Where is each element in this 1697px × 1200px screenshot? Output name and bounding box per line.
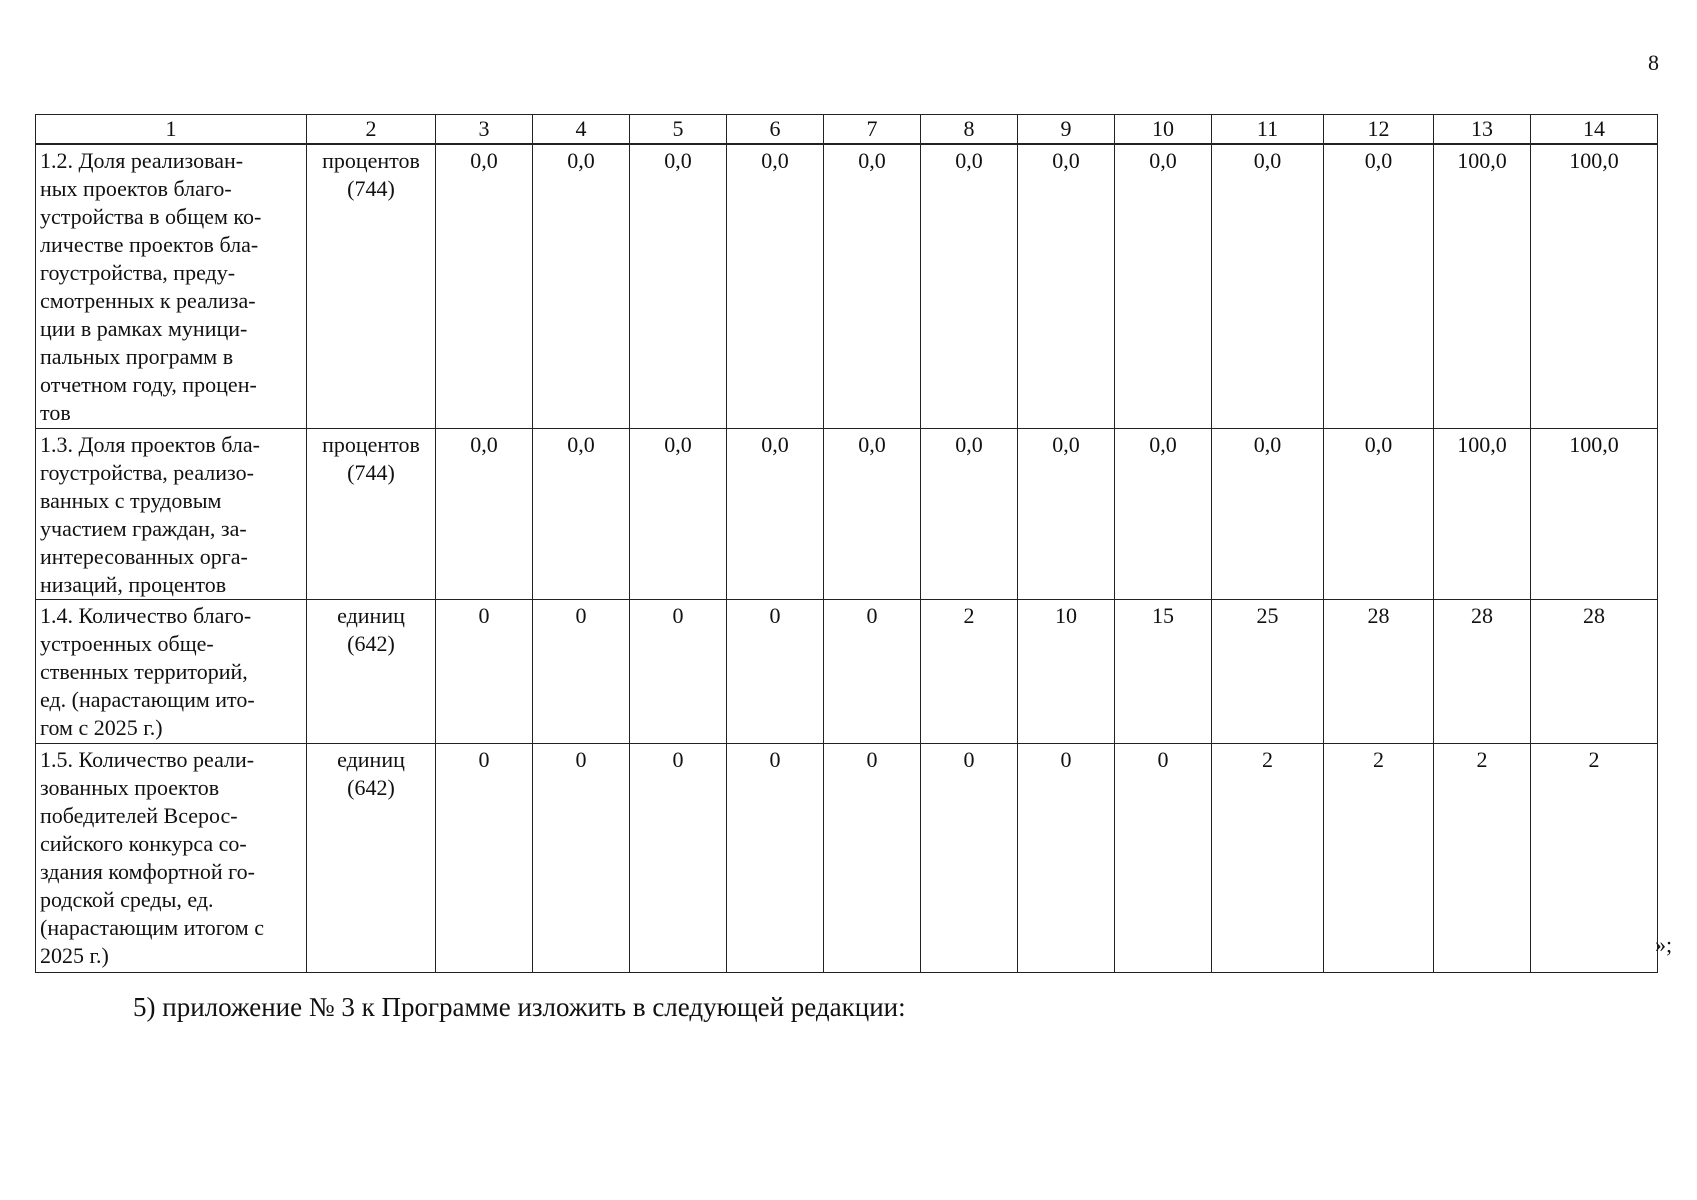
indicator-value: 0,0 (436, 144, 533, 429)
indicator-value: 10 (1018, 600, 1115, 744)
indicator-name: 1.2. Доля реализован- ных проектов благо- устройства в общем ко- личестве проектов бла- гоустройства, преду- смотренных к реализа- ции в рамках муници- пальных программ в отчетном году, процен- тов (36, 144, 307, 429)
indicator-value: 2 (1212, 744, 1324, 973)
column-number: 9 (1018, 115, 1115, 145)
indicators-table (35, 114, 1658, 973)
indicator-value: 0,0 (533, 429, 630, 600)
indicator-value: 0,0 (1212, 144, 1324, 429)
indicator-value: 0 (727, 600, 824, 744)
unit-of-measure: единиц (642) (307, 744, 436, 973)
indicator-value: 0 (727, 744, 824, 973)
indicator-value: 2 (1324, 744, 1434, 973)
indicator-value: 25 (1212, 600, 1324, 744)
column-number: 4 (533, 115, 630, 145)
table-row (36, 429, 1658, 600)
indicator-name: 1.4. Количество благо- устроенных обще- ственных территорий, ед. (нарастающим ито- гом с 2025 г.) (36, 600, 307, 744)
indicator-value: 0,0 (727, 144, 824, 429)
indicator-value: 0 (824, 744, 921, 973)
indicator-value: 2 (1531, 744, 1658, 973)
unit-of-measure: процентов (744) (307, 429, 436, 600)
column-number: 8 (921, 115, 1018, 145)
column-number: 10 (1115, 115, 1212, 145)
closing-quote: »; (1655, 932, 1673, 957)
indicator-value: 0 (1115, 744, 1212, 973)
indicator-value: 0,0 (1115, 429, 1212, 600)
column-number: 11 (1212, 115, 1324, 145)
instruction-paragraph: 5) приложение № 3 к Программе изложить в следующей редакции: (133, 992, 906, 1022)
indicator-value: 0,0 (436, 429, 533, 600)
indicator-value: 0,0 (630, 429, 727, 600)
indicator-value: 0,0 (727, 429, 824, 600)
column-number: 7 (824, 115, 921, 145)
indicator-name: 1.5. Количество реали- зованных проектов победителей Всерос- сийского конкурса со- здания комфортной го- родской среды, ед. (нарастающим итогом с 2025 г.) (36, 744, 307, 973)
unit-of-measure: процентов (744) (307, 144, 436, 429)
indicator-value: 0 (630, 600, 727, 744)
indicator-value: 100,0 (1531, 429, 1658, 600)
indicator-value: 0,0 (824, 429, 921, 600)
indicator-value: 0,0 (1212, 429, 1324, 600)
column-number: 3 (436, 115, 533, 145)
indicator-value: 28 (1434, 600, 1531, 744)
indicator-value: 0 (630, 744, 727, 973)
table-header-row (36, 115, 1658, 145)
indicator-value: 0,0 (630, 144, 727, 429)
column-number: 13 (1434, 115, 1531, 145)
indicator-value: 0 (436, 600, 533, 744)
column-number: 2 (307, 115, 436, 145)
column-number: 6 (727, 115, 824, 145)
indicator-value: 2 (921, 600, 1018, 744)
indicator-value: 28 (1531, 600, 1658, 744)
table-row (36, 600, 1658, 744)
indicator-value: 0,0 (921, 429, 1018, 600)
column-number: 14 (1531, 115, 1658, 145)
unit-of-measure: единиц (642) (307, 600, 436, 744)
page-number: 8 (1648, 50, 1659, 75)
indicator-value: 100,0 (1434, 429, 1531, 600)
indicator-value: 0,0 (824, 144, 921, 429)
indicator-value: 0 (824, 600, 921, 744)
indicator-value: 0 (533, 744, 630, 973)
indicator-value: 100,0 (1434, 144, 1531, 429)
indicator-value: 15 (1115, 600, 1212, 744)
indicator-value: 0 (1018, 744, 1115, 973)
table-row (36, 144, 1658, 429)
column-number: 12 (1324, 115, 1434, 145)
indicator-name: 1.3. Доля проектов бла- гоустройства, реализо- ванных с трудовым участием граждан, за- интересованных орга- низаций, процентов (36, 429, 307, 600)
indicator-value: 0,0 (921, 144, 1018, 429)
indicator-value: 0,0 (1324, 429, 1434, 600)
indicator-value: 0,0 (1115, 144, 1212, 429)
indicator-value: 0 (921, 744, 1018, 973)
indicator-value: 28 (1324, 600, 1434, 744)
column-number: 5 (630, 115, 727, 145)
indicator-value: 0,0 (1018, 429, 1115, 600)
indicator-value: 0 (533, 600, 630, 744)
indicator-value: 2 (1434, 744, 1531, 973)
indicator-value: 100,0 (1531, 144, 1658, 429)
indicator-value: 0,0 (1324, 144, 1434, 429)
column-number: 1 (36, 115, 307, 145)
indicator-value: 0,0 (533, 144, 630, 429)
indicator-value: 0 (436, 744, 533, 973)
indicator-value: 0,0 (1018, 144, 1115, 429)
table-row (36, 744, 1658, 973)
